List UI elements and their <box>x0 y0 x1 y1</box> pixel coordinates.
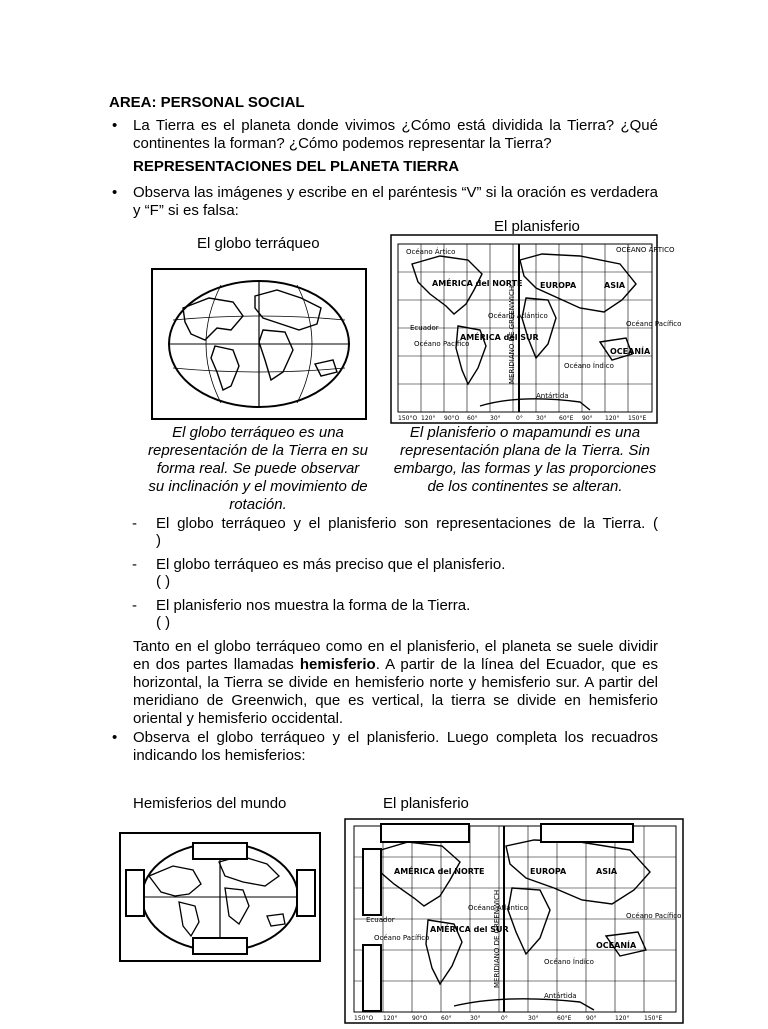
meridiano-label-2: MERIDIANO DE GREENWICH <box>493 889 501 988</box>
bullet-icon: • <box>112 729 118 746</box>
asia-label: ASIA <box>604 281 626 290</box>
oceano-indico-label-2: Océano Índico <box>544 958 594 966</box>
svg-text:150°E: 150°E <box>628 415 647 422</box>
antartida-label: Antártida <box>536 392 569 400</box>
oceano-indico-label: Océano Índico <box>564 362 614 370</box>
svg-text:60°E: 60°E <box>557 1015 572 1022</box>
svg-text:60°: 60° <box>441 1015 452 1022</box>
svg-text:30°: 30° <box>536 415 547 422</box>
answer-box-map-top-left[interactable] <box>380 823 470 843</box>
antartida-label-2: Antártida <box>544 992 577 1000</box>
oceania-label-2: OCEANÍA <box>596 941 637 950</box>
svg-text:120°: 120° <box>615 1015 630 1022</box>
svg-text:120°: 120° <box>383 1015 398 1022</box>
statement-text: El globo terráqueo es más preciso que el planisferio. <box>156 556 506 573</box>
svg-text:90°O: 90°O <box>444 415 460 422</box>
statement-dash: - <box>132 515 137 532</box>
svg-text:0°: 0° <box>516 415 523 422</box>
oceano-pacifico-left-label: Océano Pacífico <box>414 340 470 348</box>
statement-text: El globo terráqueo y el planisferio son representaciones de la Tierra. ( <box>156 515 658 532</box>
bullet-icon: • <box>112 117 118 134</box>
svg-text:90°O: 90°O <box>412 1015 428 1022</box>
activity2-instruction: Observa el globo terráqueo y el planisferio. Luego completa los recuadros indicando los hemisferios: <box>133 729 658 764</box>
statement-answer[interactable]: ( ) <box>156 614 171 631</box>
answer-box-top[interactable] <box>192 842 248 860</box>
section-title: REPRESENTACIONES DEL PLANETA TIERRA <box>133 158 460 175</box>
svg-text:90°: 90° <box>582 415 593 422</box>
planisphere-figure <box>390 234 682 424</box>
svg-text:60°E: 60°E <box>559 415 574 422</box>
svg-text:150°O: 150°O <box>354 1015 374 1022</box>
statement-dash: - <box>132 556 137 573</box>
answer-box-map-top-right[interactable] <box>540 823 634 843</box>
america-sur-label-2: AMÉRICA del SUR <box>430 925 509 934</box>
bullet-icon: • <box>112 184 118 201</box>
america-sur-label: AMÉRICA del SUR <box>460 333 539 342</box>
ecuador-label-2: Ecuador <box>366 916 395 924</box>
planisphere-title: El planisferio <box>494 218 580 235</box>
oceano-artico-label: Océano Ártico <box>406 248 456 256</box>
ecuador-label: Ecuador <box>410 324 439 332</box>
statement-text: El planisferio nos muestra la forma de la Tierra. <box>156 597 471 614</box>
planisphere-figure-2 <box>344 818 684 1024</box>
answer-box-map-left-top[interactable] <box>362 848 382 916</box>
activity1-instruction: Observa las imágenes y escribe en el paréntesis “V” si la oración es verdadera y “F” si es falsa: <box>133 184 658 219</box>
answer-box-map-left-bottom[interactable] <box>362 944 382 1012</box>
svg-text:150°E: 150°E <box>644 1015 663 1022</box>
svg-text:30°: 30° <box>490 415 501 422</box>
statement-answer[interactable]: ) <box>156 532 161 549</box>
statement-answer[interactable]: ( ) <box>156 573 171 590</box>
svg-text:120°: 120° <box>421 415 436 422</box>
svg-text:30°: 30° <box>470 1015 481 1022</box>
oceano-atlantico-label: Océano Atlántico <box>488 312 548 320</box>
planisphere2-title: El planisferio <box>383 795 469 812</box>
intro-text: La Tierra es el planeta donde vivimos ¿Cómo está dividida la Tierra? ¿Qué continentes la forman? ¿Cómo podemos representar la Tierra? <box>133 117 658 152</box>
hemisphere-paragraph: Tanto en el globo terráqueo como en el planisferio, el planeta se suele dividir en dos partes llamadas hemisferio. A partir de la línea del Ecuador, que es horizontal, la Tierra se divide en hemisferio norte y hemisferio sur. A partir del meridiano de Greenwich, que es vertical, la tierra se divide en hemisferio oriental y hemisferio occidental. <box>133 638 658 727</box>
svg-text:0°: 0° <box>501 1015 508 1022</box>
tick-labels <box>398 415 646 422</box>
answer-box-bottom[interactable] <box>192 937 248 955</box>
globe-figure <box>151 268 367 420</box>
oceano-artico-label-right: OCÉANO ÁRTICO <box>616 246 675 254</box>
planisphere-caption: El planisferio o mapamundi es una representación plana de la Tierra. Sin embargo, las formas y las proporciones de los continentes se alteran. <box>393 424 657 495</box>
svg-text:90°: 90° <box>586 1015 597 1022</box>
oceania-label: OCEANÍA <box>610 347 651 356</box>
svg-text:60°: 60° <box>467 415 478 422</box>
asia-label-2: ASIA <box>596 867 618 876</box>
hemisferio-bold: hemisferio <box>299 656 376 673</box>
meridiano-label: MERIDIANO DE GREENWICH <box>508 285 516 384</box>
hemispheres-title: Hemisferios del mundo <box>133 795 287 812</box>
svg-text:120°: 120° <box>605 415 620 422</box>
statement-dash: - <box>132 597 137 614</box>
area-title: AREA: PERSONAL SOCIAL <box>109 94 305 111</box>
svg-text:30°: 30° <box>528 1015 539 1022</box>
america-norte-label: AMÉRICA del NORTE <box>432 279 523 288</box>
globe-title: El globo terráqueo <box>197 235 320 252</box>
oceano-pacifico-right-label-2: Océano Pacífico <box>626 912 682 920</box>
oceano-pacifico-left-label-2: Océano Pacífico <box>374 934 430 942</box>
answer-box-left[interactable] <box>125 869 145 917</box>
answer-box-right[interactable] <box>296 869 316 917</box>
oceano-atlantico-label-2: Océano Atlántico <box>468 904 528 912</box>
globe-caption: El globo terráqueo es una representación de la Tierra en su forma real. Se puede observar su inclinación y el movimiento de rotación. <box>148 424 368 513</box>
svg-text:150°O: 150°O <box>398 415 418 422</box>
europa-label: EUROPA <box>540 281 577 290</box>
america-norte-label-2: AMÉRICA del NORTE <box>394 867 485 876</box>
europa-label-2: EUROPA <box>530 867 567 876</box>
oceano-pacifico-right-label: Océano Pacífico <box>626 320 682 328</box>
